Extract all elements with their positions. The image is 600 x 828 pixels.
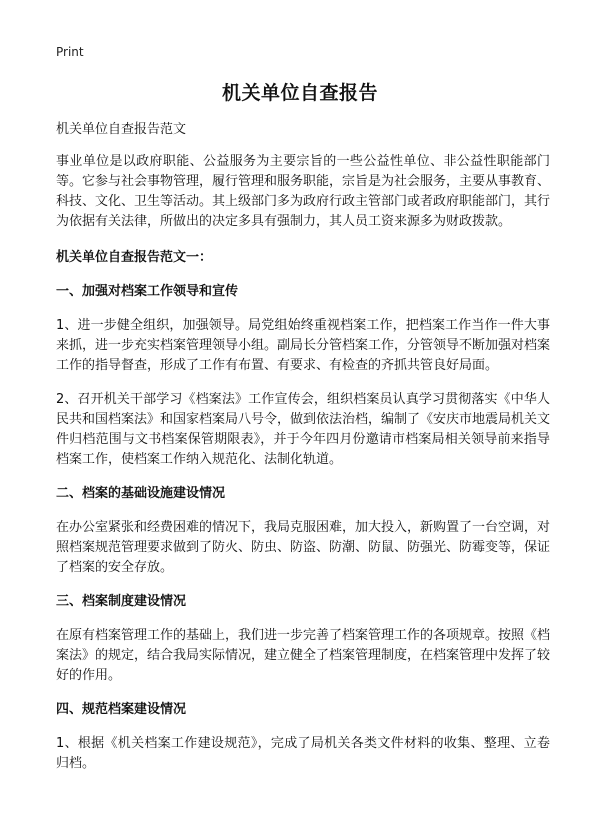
document-subtitle: 机关单位自查报告范文: [56, 122, 187, 137]
section-heading: 三、档案制度建设情况: [56, 594, 187, 609]
intro-paragraph: 事业单位是以政府职能、公益服务为主要宗旨的一些公益性单位、非公益性职能部门等。它参与社会事物管理，履行管理和服务职能，宗旨是为社会服务，主要从事教育、科技、文化、卫生等活动。其上级部门多为政府行政主管部门或者政府职能部门，其行为依据有关法律，所做出的决定多具有强制力，其人员工资来源多为财政拨款。: [56, 154, 551, 229]
section-paragraph: 在办公室紧张和经费困难的情况下，我局克服困难，加大投入，新购置了一台空调，对照档案规范管理要求做到了防火、防虫、防盗、防潮、防鼠、防强光、防霉变等，保证了档案的安全存放。: [56, 520, 551, 575]
section-heading: 四、规范档案建设情况: [56, 702, 187, 717]
section-paragraph: 在原有档案管理工作的基础上，我们进一步完善了档案管理工作的各项规章。按照《档案法》的规定，结合我局实际情况，建立健全了档案管理制度，在档案管理中发挥了较好的作用。: [56, 628, 551, 683]
section-paragraph: 1、根据《机关档案工作建设规范》，完成了局机关各类文件材料的收集、整理、立卷归档。: [56, 736, 550, 771]
section-heading: 二、档案的基础设施建设情况: [56, 486, 226, 501]
print-link[interactable]: Print: [56, 45, 84, 59]
section-paragraph: 2、召开机关干部学习《档案法》工作宣传会，组织档案员认真学习贯彻落实《中华人民共和国档案法》和国家档案局八号令，做到依法治档，编制了《安庆市地震局机关文件归档范围与文书档案保管期限表》，并于今年四月份邀请市档案局相关领导前来指导档案工作，使档案工作纳入规范化、法制化轨道。: [56, 392, 551, 467]
document-body: [56, 120, 550, 774]
section-paragraph: 1、进一步健全组织，加强领导。局党组始终重视档案工作，把档案工作当作一件大事来抓，进一步充实档案管理领导小组。副局长分管档案工作，分管领导不断加强对档案工作的指导督查，形成了工作有布置、有要求、有检查的齐抓共管良好局面。: [56, 318, 551, 373]
sample-heading: 机关单位自查报告范文一：: [56, 250, 213, 265]
document-title: 机关单位自查报告: [221, 82, 378, 104]
section-heading: 一、加强对档案工作领导和宣传: [56, 284, 239, 299]
